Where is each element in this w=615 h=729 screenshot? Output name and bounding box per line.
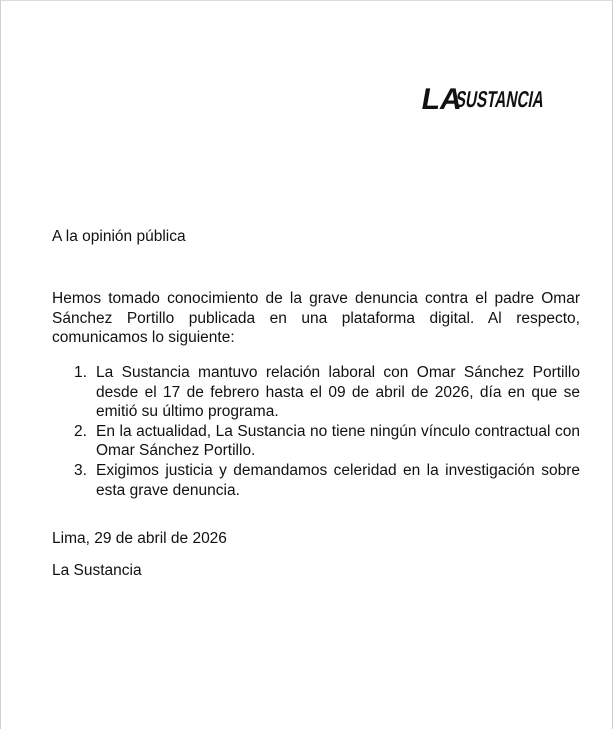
list-item-number: 3. (74, 461, 87, 479)
list-item-number: 1. (74, 364, 87, 381)
list-item (52, 363, 580, 422)
signature: La Sustancia (52, 562, 142, 579)
la-sustancia-logo (419, 71, 591, 121)
list-item (52, 422, 580, 461)
logo-wordmark (419, 71, 591, 121)
place-date: Lima, 29 de abril de 2026 (52, 530, 227, 547)
logo-la: LA (419, 83, 465, 116)
intro-paragraph: Hemos tomado conocimiento de la grave denuncia contra el padre Omar Sánchez Portillo publicada en una plataforma digital. Al respecto, comunicamos lo siguiente: (52, 290, 580, 347)
list-item-number: 2. (74, 422, 87, 440)
list-item-text: En la actualidad, La Sustancia no tiene ningún vínculo contractual con Omar Sánchez Portillo. (96, 422, 580, 460)
statement-points (52, 363, 580, 500)
list-item-text: Exigimos justicia y demandamos celeridad en la investigación sobre esta grave denuncia. (96, 461, 580, 499)
list-item (52, 461, 580, 500)
salutation: A la opinión pública (52, 228, 186, 245)
logo-sustancia: SUSTANCIA (453, 86, 591, 112)
list-item-text: La Sustancia mantuvo relación laboral con Omar Sánchez Portillo desde el 17 de febrero hasta el 09 de abril de 2026, día en que se emitió su último programa. (96, 364, 580, 421)
